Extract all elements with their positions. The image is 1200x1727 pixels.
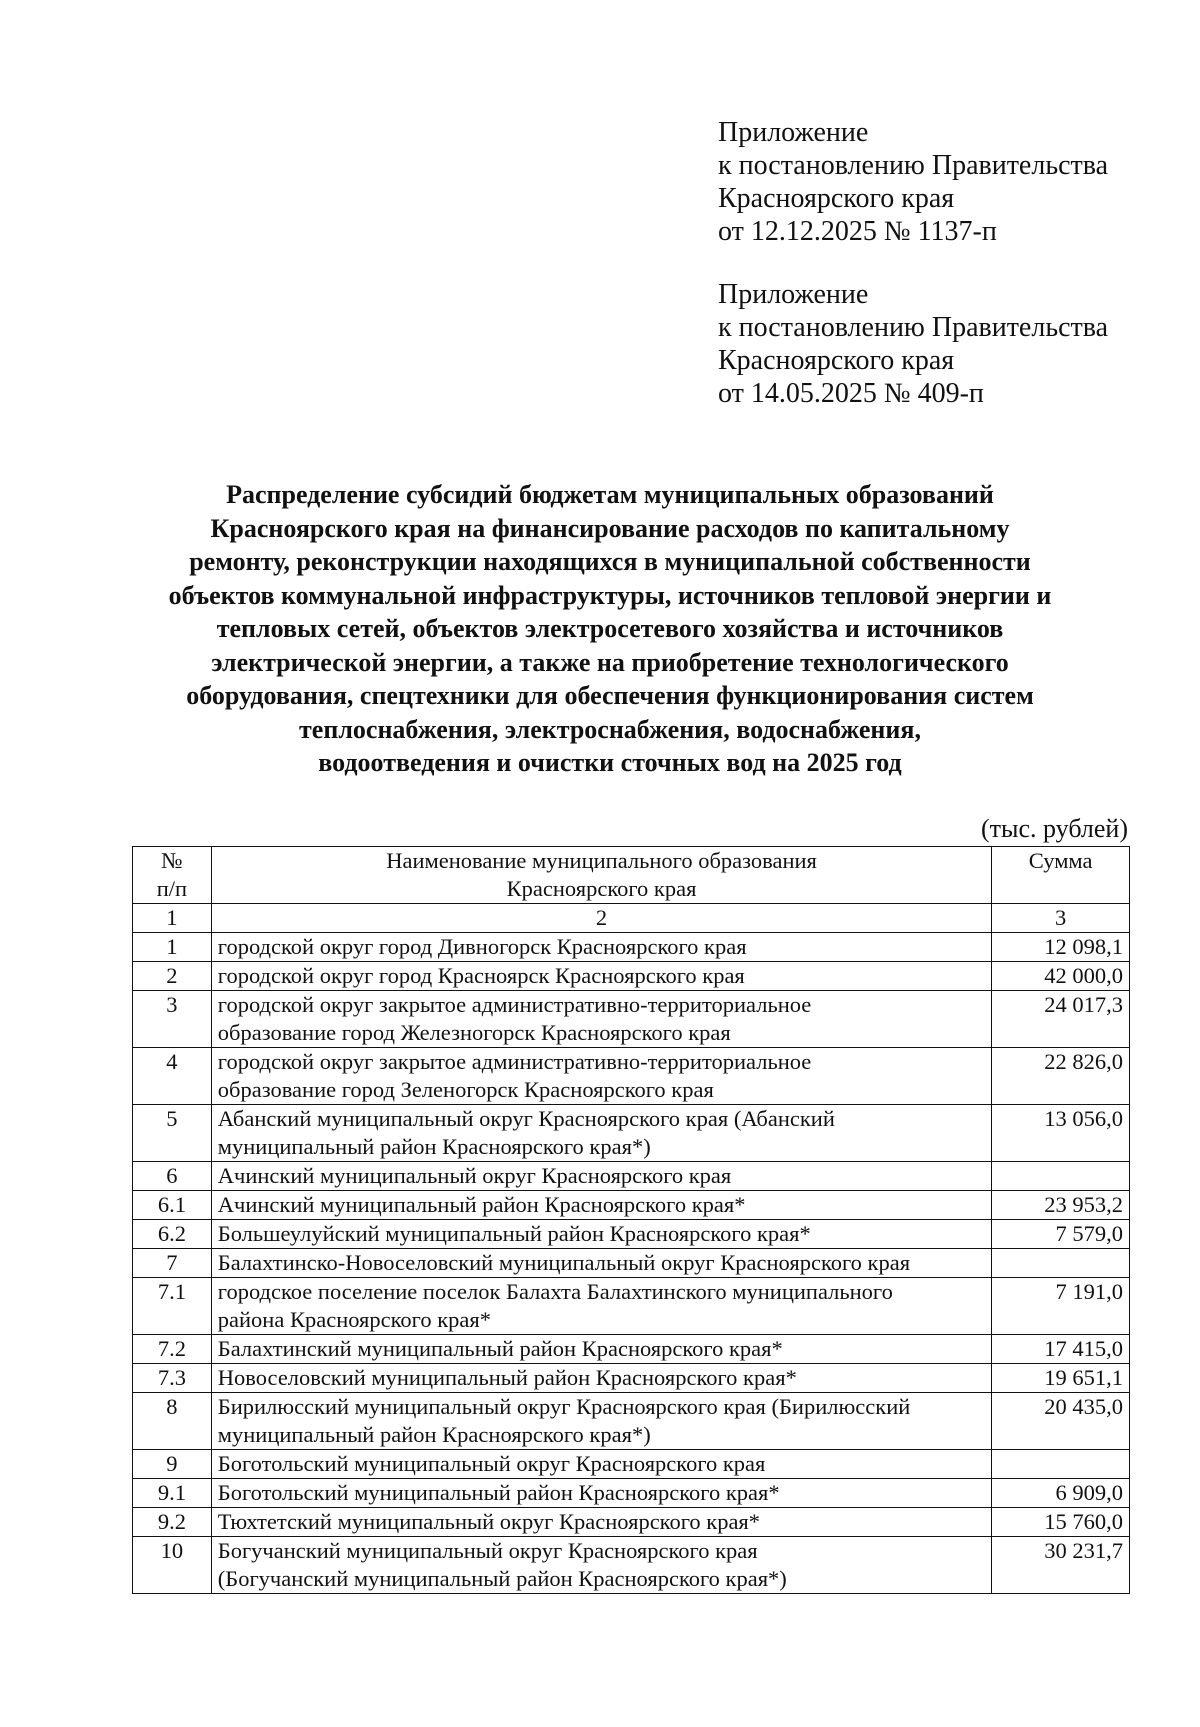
municipality-name-cell xyxy=(211,1364,992,1393)
row-number-cell: 9.2 xyxy=(133,1508,212,1537)
units-label: (тыс. рублей) xyxy=(980,814,1128,843)
subsidy-amount-cell xyxy=(992,1162,1130,1191)
appendix-block-current xyxy=(718,116,1108,248)
municipality-name-line: городской округ закрытое административно-территориальное xyxy=(217,992,812,1017)
header-text: Наименование муниципального образования xyxy=(386,848,817,873)
municipality-name-line: муниципальный район Красноярского края*) xyxy=(217,1422,651,1447)
title-line: Распределение субсидий бюджетам муниципальных образований xyxy=(226,480,994,509)
title-line: Красноярского края на финансирование расходов по капитальному xyxy=(210,513,1010,543)
subsidy-amount-cell: 24 017,3 xyxy=(992,991,1130,1048)
municipality-name-line: Балахтинский муниципальный район Красноярского края* xyxy=(217,1336,783,1361)
row-number-cell: 7 xyxy=(133,1249,212,1278)
row-number-cell: 9.1 xyxy=(133,1479,212,1508)
table-header-row xyxy=(133,847,1130,904)
municipality-name-cell xyxy=(211,1537,992,1594)
municipality-name-line: Ачинский муниципальный округ Красноярского края xyxy=(217,1163,732,1188)
municipality-name-cell xyxy=(211,1393,992,1450)
row-number-cell: 1 xyxy=(133,933,212,962)
table-row xyxy=(133,991,1130,1048)
title-line: водоотведения и очистки сточных вод на 2025 год xyxy=(318,748,902,777)
subsidy-amount-cell: 19 651,1 xyxy=(992,1364,1130,1393)
title-line: электрической энергии, а также на приобретение технологического xyxy=(211,647,1009,677)
row-number-cell: 6.1 xyxy=(133,1191,212,1220)
row-number-cell: 7.3 xyxy=(133,1364,212,1393)
municipality-name-line: Боготольский муниципальный район Красноярского края* xyxy=(217,1480,780,1505)
municipality-name-line: Тюхтетский муниципальный округ Красноярского края* xyxy=(217,1509,761,1534)
title-line: оборудования, спецтехники для обеспечения функционирования систем xyxy=(186,681,1034,710)
title-line: объектов коммунальной инфраструктуры, источников тепловой энергии и xyxy=(168,580,1052,610)
municipality-name-line: (Богучанский муниципальный район Красноярского края*) xyxy=(217,1566,787,1591)
row-number-cell: 6.2 xyxy=(133,1220,212,1249)
municipality-name-cell xyxy=(211,991,992,1048)
municipality-name-line: района Красноярского края* xyxy=(217,1307,491,1332)
municipality-name-line: Богучанский муниципальный округ Красноярского края xyxy=(217,1538,758,1563)
row-number-cell: 9 xyxy=(133,1450,212,1479)
table-row xyxy=(133,1105,1130,1162)
municipality-name-line: Балахтинско-Новоселовский муниципальный округ Красноярского края xyxy=(217,1250,911,1275)
row-number-cell: 3 xyxy=(133,991,212,1048)
column-number-row xyxy=(133,904,1130,933)
row-number-cell: 4 xyxy=(133,1048,212,1105)
table-row xyxy=(133,933,1130,962)
table-row xyxy=(133,1335,1130,1364)
subsidy-amount-cell: 7 579,0 xyxy=(992,1220,1130,1249)
header-text: Красноярского края xyxy=(506,876,697,901)
municipality-name-line: городской округ закрытое административно-территориальное xyxy=(217,1049,812,1074)
subsidy-amount-cell: 15 760,0 xyxy=(992,1508,1130,1537)
municipality-name-cell xyxy=(211,1220,992,1249)
table-row xyxy=(133,1393,1130,1450)
subsidy-amount-cell: 42 000,0 xyxy=(992,962,1130,991)
subsidy-amount-cell: 22 826,0 xyxy=(992,1048,1130,1105)
subsidy-amount-cell xyxy=(992,1249,1130,1278)
table-row xyxy=(133,962,1130,991)
subsidy-amount-cell: 6 909,0 xyxy=(992,1479,1130,1508)
subsidy-amount-cell xyxy=(992,1450,1130,1479)
subsidy-table xyxy=(132,846,1130,1594)
row-number-cell: 8 xyxy=(133,1393,212,1450)
subsidy-amount-cell: 13 056,0 xyxy=(992,1105,1130,1162)
municipality-name-line: Бирилюсский муниципальный округ Красноярского края (Бирилюсский xyxy=(217,1394,911,1419)
municipality-name-cell xyxy=(211,1479,992,1508)
table-row xyxy=(133,1191,1130,1220)
municipality-name-line: образование город Железногорск Красноярского края xyxy=(217,1020,731,1045)
municipality-name-line: Новоселовский муниципальный район Красноярского края* xyxy=(217,1365,797,1390)
municipality-name-cell xyxy=(211,962,992,991)
table-row xyxy=(133,1278,1130,1335)
row-number-cell: 7.1 xyxy=(133,1278,212,1335)
municipality-name-cell xyxy=(211,1249,992,1278)
column-number-cell: 3 xyxy=(992,904,1130,933)
subsidy-amount-cell: 17 415,0 xyxy=(992,1335,1130,1364)
title-line: теплоснабжения, электроснабжения, водоснабжения, xyxy=(299,714,921,744)
header-name-cell xyxy=(211,847,992,904)
municipality-name-cell xyxy=(211,1191,992,1220)
municipality-name-cell xyxy=(211,1450,992,1479)
subsidy-amount-cell: 23 953,2 xyxy=(992,1191,1130,1220)
document-title xyxy=(90,478,1130,780)
appendix-line: от 14.05.2025 № 409-п xyxy=(718,378,984,409)
table-row xyxy=(133,1249,1130,1278)
table-row xyxy=(133,1220,1130,1249)
header-text: п/п xyxy=(156,876,188,901)
subsidy-amount-cell: 20 435,0 xyxy=(992,1393,1130,1450)
appendix-line: к постановлению Правительства xyxy=(718,312,1109,343)
municipality-name-line: муниципальный район Красноярского края*) xyxy=(217,1134,651,1159)
table-row xyxy=(133,1508,1130,1537)
municipality-name-cell xyxy=(211,933,992,962)
title-line: ремонту, реконструкции находящихся в муниципальной собственности xyxy=(189,547,1031,576)
municipality-name-line: образование город Зеленогорск Красноярского края xyxy=(217,1077,714,1102)
table-row xyxy=(133,1364,1130,1393)
subsidy-amount-cell: 7 191,0 xyxy=(992,1278,1130,1335)
table-row xyxy=(133,1162,1130,1191)
row-number-cell: 5 xyxy=(133,1105,212,1162)
municipality-name-line: Абанский муниципальный округ Красноярского края (Абанский xyxy=(217,1106,835,1131)
appendix-line: к постановлению Правительства xyxy=(718,150,1109,181)
row-number-cell: 7.2 xyxy=(133,1335,212,1364)
appendix-line: Красноярского края xyxy=(718,183,955,214)
table-row xyxy=(133,1479,1130,1508)
appendix-line: Приложение xyxy=(718,279,869,310)
municipality-name-line: Большеулуйский муниципальный район Красноярского края* xyxy=(217,1221,811,1246)
appendix-block-original xyxy=(718,278,1108,410)
header-text: Сумма xyxy=(1028,848,1093,873)
municipality-name-cell xyxy=(211,1335,992,1364)
municipality-name-cell xyxy=(211,1508,992,1537)
column-number-cell: 2 xyxy=(211,904,992,933)
municipality-name-cell xyxy=(211,1048,992,1105)
table-body xyxy=(133,847,1130,1594)
table-row xyxy=(133,1537,1130,1594)
table-row xyxy=(133,1450,1130,1479)
title-line: тепловых сетей, объектов электросетевого хозяйства и источников xyxy=(216,614,1004,643)
municipality-name-line: городской округ город Дивногорск Красноярского края xyxy=(217,934,747,959)
table-row xyxy=(133,1048,1130,1105)
municipality-name-line: Ачинский муниципальный район Красноярского края* xyxy=(217,1192,746,1217)
header-sum-cell xyxy=(992,847,1130,904)
municipality-name-line: Боготольский муниципальный округ Красноярского края xyxy=(217,1451,766,1476)
column-number-cell: 1 xyxy=(133,904,212,933)
row-number-cell: 6 xyxy=(133,1162,212,1191)
header-text: № xyxy=(161,848,183,873)
municipality-name-cell xyxy=(211,1105,992,1162)
appendix-line: от 12.12.2025 № 1137-п xyxy=(718,216,997,247)
municipality-name-line: городское поселение поселок Балахта Балахтинского муниципального xyxy=(217,1279,893,1304)
appendix-line: Красноярского края xyxy=(718,345,955,376)
municipality-name-cell xyxy=(211,1278,992,1335)
municipality-name-cell xyxy=(211,1162,992,1191)
municipality-name-line: городской округ город Красноярск Красноярского края xyxy=(217,963,745,988)
appendix-line: Приложение xyxy=(718,117,869,148)
subsidy-amount-cell: 30 231,7 xyxy=(992,1537,1130,1594)
subsidy-amount-cell: 12 098,1 xyxy=(992,933,1130,962)
row-number-cell: 10 xyxy=(133,1537,212,1594)
header-number-cell xyxy=(133,847,212,904)
row-number-cell: 2 xyxy=(133,962,212,991)
